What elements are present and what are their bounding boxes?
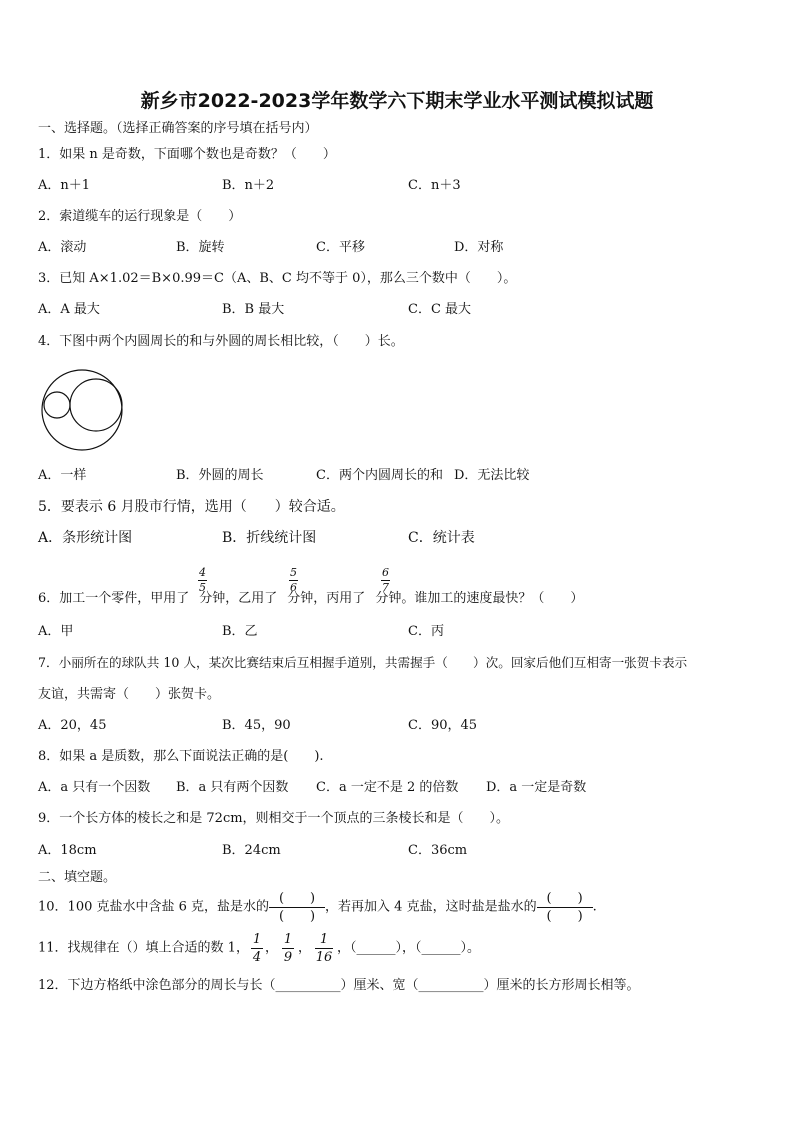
q2-option-c[interactable]: C．平移 [316,240,365,255]
outer-circle [42,370,122,450]
fraction-denominator: 7 [382,581,389,594]
q3-option-b[interactable]: B．B 最大 [222,302,285,317]
q6-text-4: 分钟。谁加工的速度最快？（ ） [375,591,584,606]
q6-text-3: 分钟，丙用了 [287,591,366,606]
q9-option-b[interactable]: B．24cm [222,843,281,858]
fraction-numerator: 1 [283,932,293,947]
question-2: 2．索道缆车的运行现象是（ ） [38,209,242,224]
fraction-denominator: 5 [199,581,206,594]
q2-option-b[interactable]: B．旋转 [176,240,225,255]
q1-option-a[interactable]: A．n＋1 [38,178,91,193]
q8-option-b[interactable]: B．a 只有两个因数 [176,780,289,795]
question-10 [38,890,597,925]
fraction-denominator: 6 [290,581,297,594]
question-11 [38,931,480,966]
q11-text-1: 11．找规律在（）填上合适的数 1， [38,940,249,956]
q5-option-c[interactable]: C．统计表 [408,530,475,546]
q1-option-b[interactable]: B．n＋2 [222,178,275,193]
q8-option-c[interactable]: C．a 一定不是 2 的倍数 [316,780,459,795]
question-3: 3．已知 A×1.02＝B×0.99＝C（A、B、C 均不等于 0），那么三个数中（ ）。 [38,271,517,286]
q9-option-a[interactable]: A．18cm [38,843,97,858]
question-5: 5．要表示 6 月股市行情，选用（ ）较合适。 [38,499,345,515]
question-6 [38,590,583,608]
q9-option-c[interactable]: C．36cm [408,843,468,858]
fraction-numerator: 6 [382,566,389,579]
q1-option-c[interactable]: C．n＋3 [408,178,461,193]
question-1: 1．如果 n 是奇数，下面哪个数也是奇数？（ ） [38,147,336,162]
q11-fraction-1 [251,931,263,966]
q5-option-b[interactable]: B．折线统计图 [222,530,317,546]
q11-fraction-2 [282,931,294,966]
q4-option-a[interactable]: A．一样 [38,468,87,483]
fraction-numerator: 4 [199,566,206,579]
question-9: 9．一个长方体的棱长之和是 72cm，则相交于一个顶点的三条棱长和是（ ）。 [38,811,510,826]
fraction-numerator-blank: ( ) [278,891,316,906]
page-title: 新乡市2022-2023学年数学六下期末学业水平测试模拟试题 [140,90,654,112]
q3-option-c[interactable]: C．C 最大 [408,302,472,317]
q7-option-c[interactable]: C．90，45 [408,718,478,733]
question-7-line-2: 友谊，共需寄（ ）张贺卡。 [38,687,221,702]
q10-text-2: ，若再加入 4 克盐，这时盐是盐水的 [325,899,537,915]
fraction-numerator: 5 [290,566,297,579]
q11-text-tail: ，（______），（______）。 [336,940,480,956]
question-4: 4．下图中两个内圆周长的和与外圆的周长相比较，（ ）长。 [38,334,404,349]
q7-option-b[interactable]: B．45，90 [222,718,291,733]
q6-fraction-jia [198,566,207,594]
q10-text-1: 10．100 克盐水中含盐 6 克，盐是水的 [38,899,270,915]
large-inner-circle [70,379,122,431]
q6-option-c[interactable]: C．丙 [408,624,444,639]
q6-fraction-bing [381,566,390,594]
q11-separator: ， [264,940,278,956]
q6-option-a[interactable]: A．甲 [38,624,74,639]
q5-option-a[interactable]: A．条形统计图 [38,530,133,546]
q10-fraction-blank-1[interactable] [269,890,325,925]
fraction-denominator: 9 [283,950,293,965]
q2-option-a[interactable]: A．滚动 [38,240,87,255]
q4-option-b[interactable]: B．外圆的周长 [176,468,264,483]
fraction-denominator-blank: ( ) [546,909,583,924]
circles-figure [40,368,126,454]
q6-option-b[interactable]: B．乙 [222,624,258,639]
q6-text-2: 分钟，乙用了 [199,591,278,606]
q4-option-c[interactable]: C．两个内圆周长的和 [316,468,443,483]
q6-fraction-yi [289,566,298,594]
q2-option-d[interactable]: D．对称 [454,240,504,255]
q11-fraction-3 [315,931,333,966]
fraction-denominator-blank: ( ) [278,909,316,924]
q8-option-d[interactable]: D．a 一定是奇数 [486,780,587,795]
section-2-heading: 二、填空题。 [38,870,117,885]
section-1-heading: 一、选择题。（选择正确答案的序号填在括号内） [38,121,318,136]
q11-separator: ， [297,940,311,956]
q7-option-a[interactable]: A．20，45 [38,718,107,733]
q10-text-3: . [592,899,597,915]
fraction-numerator: 1 [252,932,262,947]
q8-option-a[interactable]: A．a 只有一个因数 [38,780,151,795]
fraction-numerator-blank: ( ) [546,891,583,906]
question-7-line-1: 7．小丽所在的球队共 10 人，某次比赛结束后互相握手道别，共需握手（ ）次。回家后他们互相寄一张贺卡表示 [38,655,688,670]
q10-fraction-blank-2[interactable] [537,890,593,925]
q4-option-d[interactable]: D．无法比较 [454,468,530,483]
question-12: 12．下边方格纸中涂色部分的周长与长（__________）厘米、宽（__________）厘米的长方形周长相等。 [38,978,640,993]
fraction-denominator: 4 [252,950,262,965]
fraction-denominator: 16 [315,950,333,965]
question-8: 8．如果 a 是质数，那么下面说法正确的是( ). [38,749,324,764]
small-inner-circle [44,392,70,418]
q6-text-1: 6．加工一个零件，甲用了 [38,591,190,606]
fraction-numerator: 1 [319,932,329,947]
q3-option-a[interactable]: A．A 最大 [38,302,100,317]
